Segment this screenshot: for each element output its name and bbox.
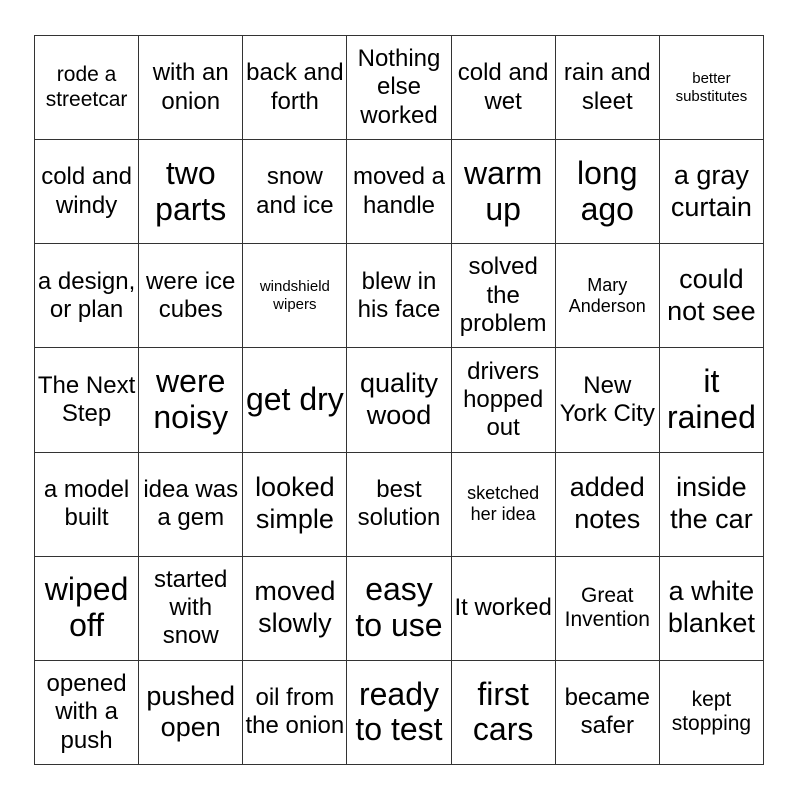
bingo-cell[interactable]: long ago <box>556 140 660 244</box>
bingo-cell[interactable]: best solution <box>347 453 451 557</box>
bingo-cell[interactable]: started with snow <box>139 557 243 661</box>
bingo-cell[interactable]: rode a streetcar <box>35 36 139 140</box>
bingo-cell[interactable]: wiped off <box>35 557 139 661</box>
bingo-cell[interactable]: first cars <box>452 661 556 765</box>
bingo-cell[interactable]: moved slowly <box>243 557 347 661</box>
bingo-cell[interactable]: ready to test <box>347 661 451 765</box>
bingo-cell[interactable]: Great Invention <box>556 557 660 661</box>
bingo-cell[interactable]: It worked <box>452 557 556 661</box>
bingo-cell[interactable]: easy to use <box>347 557 451 661</box>
bingo-cell[interactable]: two parts <box>139 140 243 244</box>
bingo-cell[interactable]: rain and sleet <box>556 36 660 140</box>
bingo-cell[interactable]: inside the car <box>660 453 764 557</box>
bingo-cell[interactable]: moved a handle <box>347 140 451 244</box>
bingo-cell[interactable]: New York City <box>556 348 660 452</box>
bingo-cell[interactable]: a gray curtain <box>660 140 764 244</box>
bingo-cell[interactable]: idea was a gem <box>139 453 243 557</box>
bingo-cell[interactable]: pushed open <box>139 661 243 765</box>
bingo-cell[interactable]: cold and windy <box>35 140 139 244</box>
bingo-cell[interactable]: it rained <box>660 348 764 452</box>
bingo-cell[interactable]: opened with a push <box>35 661 139 765</box>
bingo-cell[interactable]: sketched her idea <box>452 453 556 557</box>
bingo-cell[interactable]: snow and ice <box>243 140 347 244</box>
bingo-cell[interactable]: were noisy <box>139 348 243 452</box>
bingo-cell[interactable]: blew in his face <box>347 244 451 348</box>
bingo-cell[interactable]: drivers hopped out <box>452 348 556 452</box>
bingo-cell[interactable]: warm up <box>452 140 556 244</box>
bingo-cell[interactable]: kept stopping <box>660 661 764 765</box>
bingo-cell[interactable]: solved the problem <box>452 244 556 348</box>
bingo-cell[interactable]: better substitutes <box>660 36 764 140</box>
bingo-cell[interactable]: a design, or plan <box>35 244 139 348</box>
bingo-cell[interactable]: looked simple <box>243 453 347 557</box>
bingo-cell[interactable]: get dry <box>243 348 347 452</box>
bingo-cell[interactable]: a model built <box>35 453 139 557</box>
bingo-cell[interactable]: oil from the onion <box>243 661 347 765</box>
bingo-cell[interactable]: quality wood <box>347 348 451 452</box>
bingo-cell[interactable]: a white blanket <box>660 557 764 661</box>
bingo-cell[interactable]: Mary Anderson <box>556 244 660 348</box>
bingo-cell[interactable]: The Next Step <box>35 348 139 452</box>
bingo-cell[interactable]: Nothing else worked <box>347 36 451 140</box>
bingo-cell[interactable]: cold and wet <box>452 36 556 140</box>
bingo-cell[interactable]: windshield wipers <box>243 244 347 348</box>
bingo-cell[interactable]: back and forth <box>243 36 347 140</box>
bingo-cell[interactable]: could not see <box>660 244 764 348</box>
bingo-cell[interactable]: added notes <box>556 453 660 557</box>
bingo-board <box>34 35 764 765</box>
bingo-cell[interactable]: were ice cubes <box>139 244 243 348</box>
bingo-cell[interactable]: with an onion <box>139 36 243 140</box>
bingo-cell[interactable]: became safer <box>556 661 660 765</box>
